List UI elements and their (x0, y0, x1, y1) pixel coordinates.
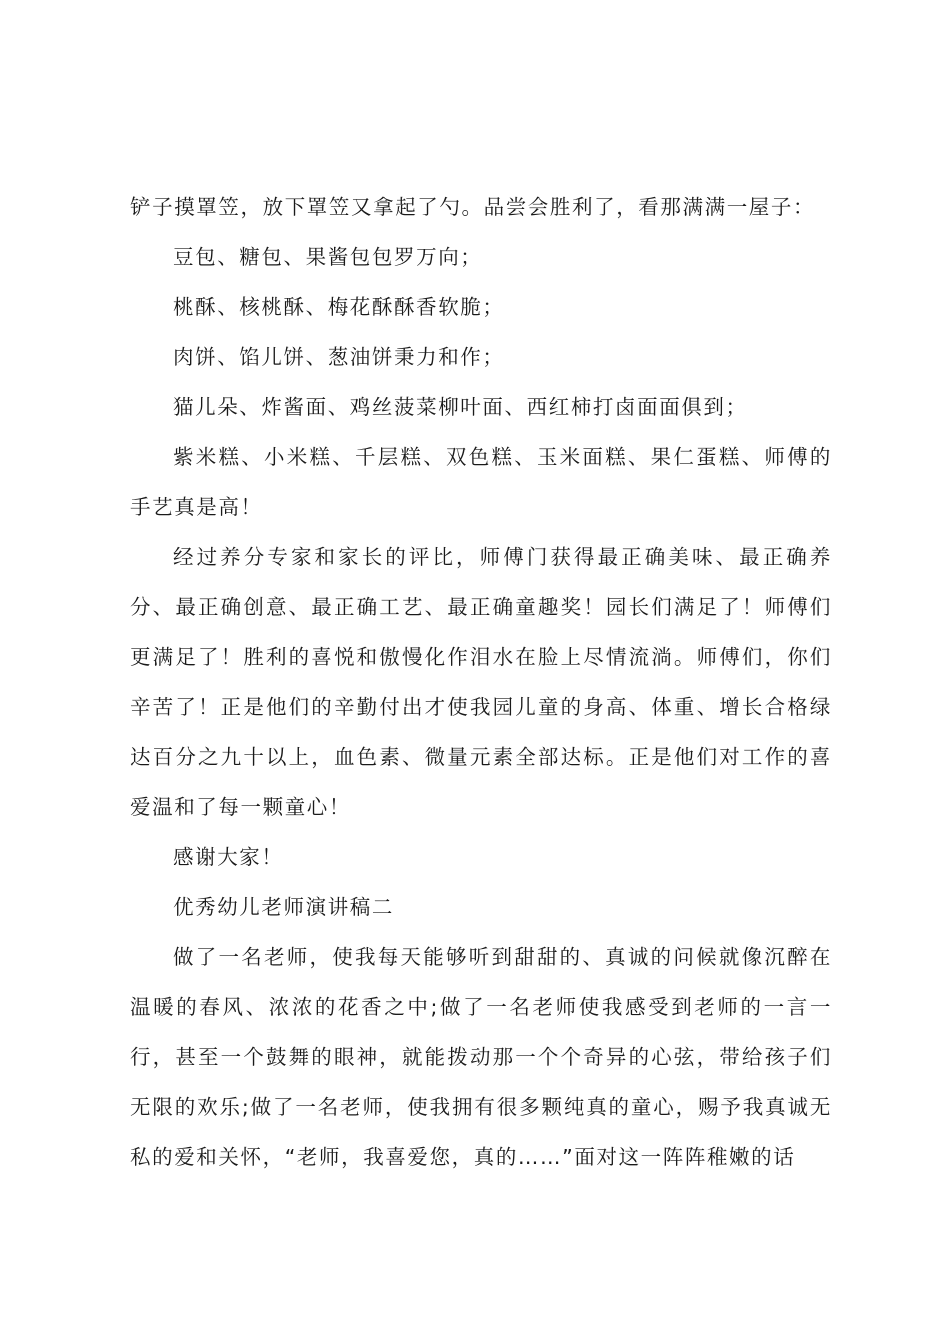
paragraph-4: 肉饼、馅儿饼、葱油饼秉力和作； (173, 345, 505, 369)
section-heading: 优秀幼儿老师演讲稿二 (173, 895, 394, 919)
paragraph-6: 紫米糕、小米糕、千层糕、双色糕、玉米面糕、果仁蛋糕、师傅的手艺真是高！ (130, 445, 832, 519)
paragraph-8: 感谢大家！ (173, 845, 284, 869)
paragraph-5: 猫儿朵、炸酱面、鸡丝菠菜柳叶面、西红柿打卤面面俱到； (173, 395, 748, 419)
paragraph-2: 豆包、糖包、果酱包包罗万向； (173, 245, 483, 269)
paragraph-1: 铲子摸罩笠，放下罩笠又拿起了勺。品尝会胜利了，看那满满一屋子： (130, 195, 816, 219)
paragraph-3: 桃酥、核桃酥、梅花酥酥香软脆； (173, 295, 505, 319)
document-body (130, 182, 832, 1182)
paragraph-9: 做了一名老师，使我每天能够听到甜甜的、真诚的问候就像沉醉在温暖的春风、浓浓的花香之中;做了一名老师使我感受到老师的一言一行，甚至一个鼓舞的眼神，就能拨动那一个个奇异的心弦，带给孩子们无限的欢乐;做了一名老师，使我拥有很多颗纯真的童心，赐予我真诚无私的爱和关怀，“老师，我喜爱您，真的……”面对这一阵阵稚嫩的话 (130, 945, 832, 1169)
paragraph-7: 经过养分专家和家长的评比，师傅门获得最正确美味、最正确养分、最正确创意、最正确工艺、最正确童趣奖！园长们满足了！师傅们更满足了！胜利的喜悦和傲慢化作泪水在脸上尽情流淌。师傅们，你们辛苦了！正是他们的辛勤付出才使我园儿童的身高、体重、增长合格绿达百分之九十以上，血色素、微量元素全部达标。正是他们对工作的喜爱温和了每一颗童心！ (130, 545, 832, 819)
